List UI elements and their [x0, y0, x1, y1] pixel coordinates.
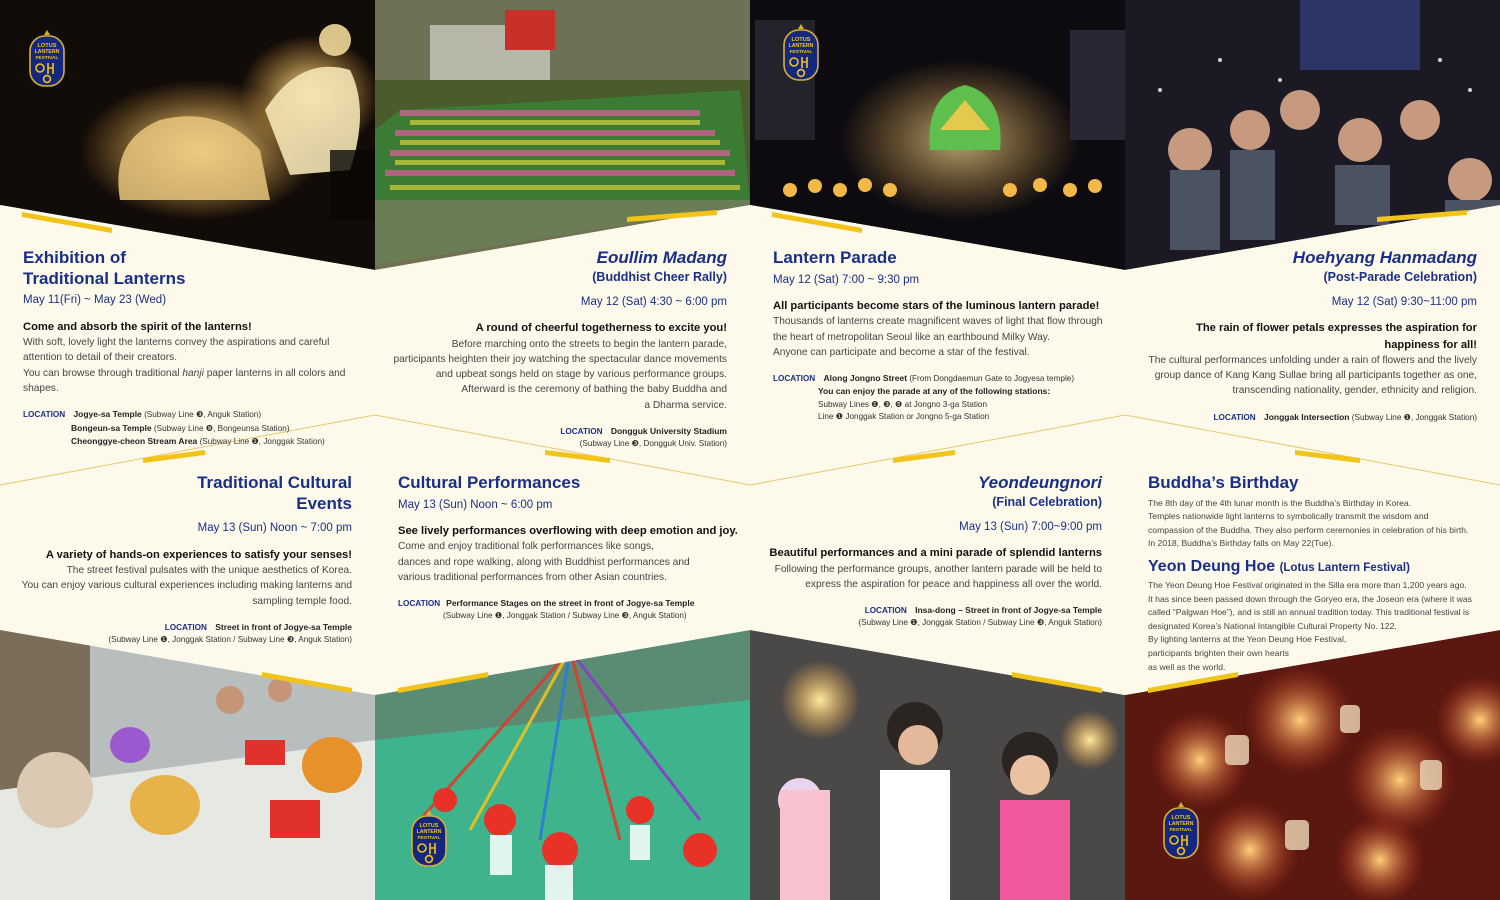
- event-date: May 13 (Sun) Noon ~ 7:00 pm: [197, 522, 352, 535]
- panel-buddhas-birthday: [1148, 473, 1483, 674]
- location-subway: Subway Lines ❶, ❸, ❺ at Jongno 3-ga Station: [818, 399, 988, 409]
- location-subway: Line ❶ Jonggak Station or Jongno 5-ga Station: [818, 412, 990, 422]
- logo-text-lantern: LANTERN: [788, 43, 814, 49]
- body-line: By lighting lanterns at the Yeon Deung Hoe Festival,: [1148, 634, 1347, 645]
- logo-text-festival: FESTIVAL: [789, 50, 813, 55]
- festival-logo-icon: [780, 22, 822, 84]
- body-line: Afterward is the ceremony of bathing the baby Buddha and: [461, 384, 727, 396]
- body-line: The Yeon Deung Hoe Festival originated in the Silla era more than 1,200 years ago.: [1148, 580, 1467, 591]
- panel-lantern-parade: [773, 248, 1118, 423]
- panel-title: [15, 473, 352, 514]
- location-subway: (Subway Line ❶, Jonggak Station / Subway Line ❸, Anguk Station): [858, 618, 1102, 628]
- logo-text-festival: FESTIVAL: [417, 836, 441, 841]
- panel-subtitle: (Final Celebration): [992, 494, 1102, 509]
- body-line: Thousands of lanterns create magnificent waves of light that flow through: [773, 316, 1103, 328]
- location-label: LOCATION: [398, 599, 441, 609]
- panel-eoullim: [385, 248, 727, 451]
- panel-cultural-performances: [398, 473, 743, 623]
- location-block: [760, 604, 1102, 630]
- title-line: Exhibition of: [23, 248, 126, 267]
- panel-title: Cultural Performances: [398, 473, 581, 492]
- body-line: The cultural performances unfolding under a rain of flowers and the lively: [1148, 354, 1477, 366]
- location-note: You can enjoy the parade at any of the following stations:: [818, 386, 1051, 397]
- panel-title: Hoehyang Hanmadang: [1292, 248, 1477, 267]
- location-name: Insa-dong – Street in front of Jogye-sa Temple: [915, 605, 1102, 616]
- location-subway: (Subway Line ❾, Bongeunsa Station): [153, 423, 290, 433]
- panel-title: Lantern Parade: [773, 248, 897, 267]
- festival-logo-icon: [26, 28, 68, 90]
- lead-text: A round of cheerful togetherness to excite you!: [475, 322, 727, 335]
- body-text: [398, 539, 743, 585]
- body-line: The 8th day of the 4th lunar month is the Buddha’s Birthday in Korea.: [1148, 497, 1412, 508]
- body-line: Following the performance groups, another lantern parade will be held to: [774, 563, 1102, 575]
- logo-text-lotus: LOTUS: [37, 43, 57, 49]
- location-name: Cheonggye-cheon Stream Area: [71, 435, 198, 446]
- panel-subtitle: (Post-Parade Celebration): [1323, 269, 1477, 284]
- event-date: May 12 (Sat) 9:30~11:00 pm: [1331, 295, 1477, 308]
- event-date: May 13 (Sun) 7:00~9:00 pm: [959, 520, 1102, 533]
- event-date: May 11(Fri) ~ May 23 (Wed): [23, 294, 167, 307]
- location-block: [15, 621, 352, 647]
- lead-text: Beautiful performances and a mini parade of splendid lanterns: [769, 547, 1102, 560]
- panel-exhibition: [23, 248, 368, 448]
- body-line: participants brighten their own hearts: [1148, 647, 1289, 658]
- event-date: May 12 (Sat) 4:30 ~ 6:00 pm: [580, 295, 727, 308]
- event-date: May 12 (Sat) 7:00 ~ 9:30 pm: [773, 273, 920, 286]
- body-italic: hanji: [182, 367, 204, 379]
- logo-text-lantern: LANTERN: [1168, 821, 1194, 827]
- location-label: LOCATION: [560, 427, 603, 437]
- body-line: It has since been passed down through the Goryeo era, the Joseon era (where it was: [1148, 593, 1472, 604]
- body-line: various traditional performances from other Asian countries.: [398, 571, 667, 583]
- panel-yeondeungnori: [760, 473, 1102, 630]
- location-label: LOCATION: [1213, 412, 1256, 422]
- lead-text: Come and absorb the spirit of the lanterns!: [23, 320, 252, 333]
- location-subway: (Subway Line ❶, Jonggak Station / Subway Line ❸, Anguk Station): [108, 635, 352, 645]
- logo-text-festival: FESTIVAL: [1169, 828, 1193, 833]
- festival-logo-icon: [408, 808, 450, 870]
- festival-text: [1148, 579, 1483, 674]
- panel-title: Buddha’s Birthday: [1148, 473, 1299, 492]
- location-subway: (Subway Line ❸, Dongguk Univ. Station): [579, 439, 727, 449]
- location-label: LOCATION: [864, 606, 907, 616]
- panel-traditional-events: [15, 473, 352, 647]
- title-line: Traditional Lanterns: [23, 268, 186, 288]
- location-subway: (From Dongdaemun Gate to Jogyesa temple): [909, 374, 1075, 384]
- body-line: designated Korea’s National Intangible Cultural Property No. 122.: [1148, 620, 1397, 631]
- location-name: Dongguk University Stadium: [610, 426, 727, 437]
- logo-text-lotus: LOTUS: [419, 823, 439, 829]
- body-text: [1135, 353, 1477, 399]
- body-line: shapes.: [23, 382, 59, 394]
- location-block: [398, 597, 743, 623]
- location-block: [385, 425, 727, 451]
- body-line: You can enjoy various cultural experiences including making lanterns and: [21, 580, 352, 592]
- location-subway: (Subway Line ❸, Anguk Station): [144, 410, 262, 420]
- body-text: [773, 314, 1118, 360]
- location-label: LOCATION: [773, 374, 816, 384]
- body-line: and upbeat songs held on stage by various performance groups.: [435, 369, 727, 381]
- lead-text: A variety of hands-on experiences to satisfy your senses!: [45, 548, 352, 561]
- festival-title: Yeon Deung Hoe: [1148, 558, 1276, 576]
- lead-line: happiness for all!: [1384, 338, 1477, 351]
- logo-text-lantern: LANTERN: [416, 829, 442, 835]
- lead-text: See lively performances overflowing with deep emotion and joy.: [398, 525, 738, 538]
- location-name: Street in front of Jogye-sa Temple: [215, 621, 352, 632]
- festival-logo-icon: [1160, 800, 1202, 862]
- body-line: dances and rope walking, along with Buddhist performances and: [398, 556, 690, 568]
- body-line: Before marching onto the streets to begin the lantern parade,: [451, 338, 727, 350]
- body-line: paper lanterns in all colors and: [203, 367, 346, 379]
- logo-text-festival: FESTIVAL: [35, 56, 59, 61]
- location-block: [1135, 411, 1477, 424]
- lead-text: All participants become stars of the luminous lantern parade!: [773, 300, 1100, 313]
- body-text: [760, 562, 1102, 593]
- body-line: compassion of the Buddha. They also perform ceremonies in celebration of his birth.: [1148, 524, 1469, 535]
- body-line: participants heighten their joy watching the spectacular dance movements: [393, 353, 727, 365]
- body-line: The street festival pulsates with the unique aesthetics of Korea.: [66, 565, 352, 577]
- location-block: [23, 408, 368, 448]
- festival-heading: [1148, 557, 1483, 577]
- panel-title: [23, 248, 368, 289]
- lead-text: [1135, 320, 1477, 352]
- title-line: Events: [296, 493, 352, 513]
- festival-subtitle: (Lotus Lantern Festival): [1279, 562, 1410, 575]
- body-line: Temples nationwide light lanterns to symbolically transmit the wisdom and: [1148, 511, 1429, 522]
- location-name: Jogye-sa Temple: [73, 409, 142, 420]
- location-name: Performance Stages on the street in front of Jogye-sa Temple: [446, 598, 695, 609]
- panel-title: Yeondeungnori: [977, 473, 1102, 492]
- body-line: called “Palgwan Hoe”), and is still an annual tradition today. This traditional festival is: [1148, 607, 1470, 618]
- location-name: Jonggak Intersection: [1263, 411, 1350, 422]
- body-line: In 2018, Buddha’s Birthday falls on May 22(Tue).: [1148, 538, 1334, 549]
- location-subway: (Subway Line ❶, Jonggak Station): [199, 436, 325, 446]
- body-line: With soft, lovely light the lanterns convey the aspirations and careful: [23, 337, 330, 349]
- event-date: May 13 (Sun) Noon ~ 6:00 pm: [398, 498, 553, 511]
- body-line: transcending nationality, gender, ethnicity and religion.: [1232, 385, 1477, 397]
- logo-text-lantern: LANTERN: [34, 49, 60, 55]
- body-text: [23, 335, 368, 396]
- body-line: group dance of Kang Kang Sullae bring all participants together as one,: [1154, 370, 1477, 382]
- body-text: [385, 337, 727, 413]
- body-line: Come and enjoy traditional folk performances like songs,: [398, 541, 654, 553]
- location-block: [773, 372, 1118, 423]
- location-name: Bongeun-sa Temple: [71, 422, 152, 433]
- body-line: attention to detail of their creators.: [23, 352, 178, 364]
- lead-line: The rain of flower petals expresses the aspiration for: [1195, 322, 1477, 335]
- body-line: You can browse through traditional: [23, 367, 183, 379]
- logo-text-lotus: LOTUS: [1171, 815, 1191, 821]
- body-line: express the aspiration for peace and happiness all over the world.: [805, 578, 1102, 590]
- body-line: the heart of metropolitan Seoul like an earthbound Milky Way.: [773, 331, 1050, 343]
- location-name: Along Jongno Street: [823, 373, 908, 384]
- panel-hoehyang: [1135, 248, 1477, 424]
- location-label: LOCATION: [164, 622, 207, 632]
- body-line: as well as the world.: [1148, 661, 1226, 672]
- panel-title: Eoullim Madang: [596, 248, 727, 267]
- title-line: Traditional Cultural: [197, 473, 352, 492]
- body-line: a Dharma service.: [644, 399, 727, 411]
- panel-subtitle: (Buddhist Cheer Rally): [592, 269, 727, 284]
- body-text: [15, 563, 352, 609]
- body-line: sampling temple food.: [252, 595, 352, 607]
- location-subway: (Subway Line ❶, Jonggak Station): [1351, 412, 1477, 422]
- location-subway: (Subway Line ❶, Jonggak Station / Subway Line ❸, Anguk Station): [443, 611, 687, 621]
- logo-text-lotus: LOTUS: [791, 37, 811, 43]
- birthday-text: [1148, 497, 1483, 551]
- body-line: Anyone can participate and become a star of the festival.: [773, 346, 1030, 358]
- location-label: LOCATION: [23, 410, 66, 420]
